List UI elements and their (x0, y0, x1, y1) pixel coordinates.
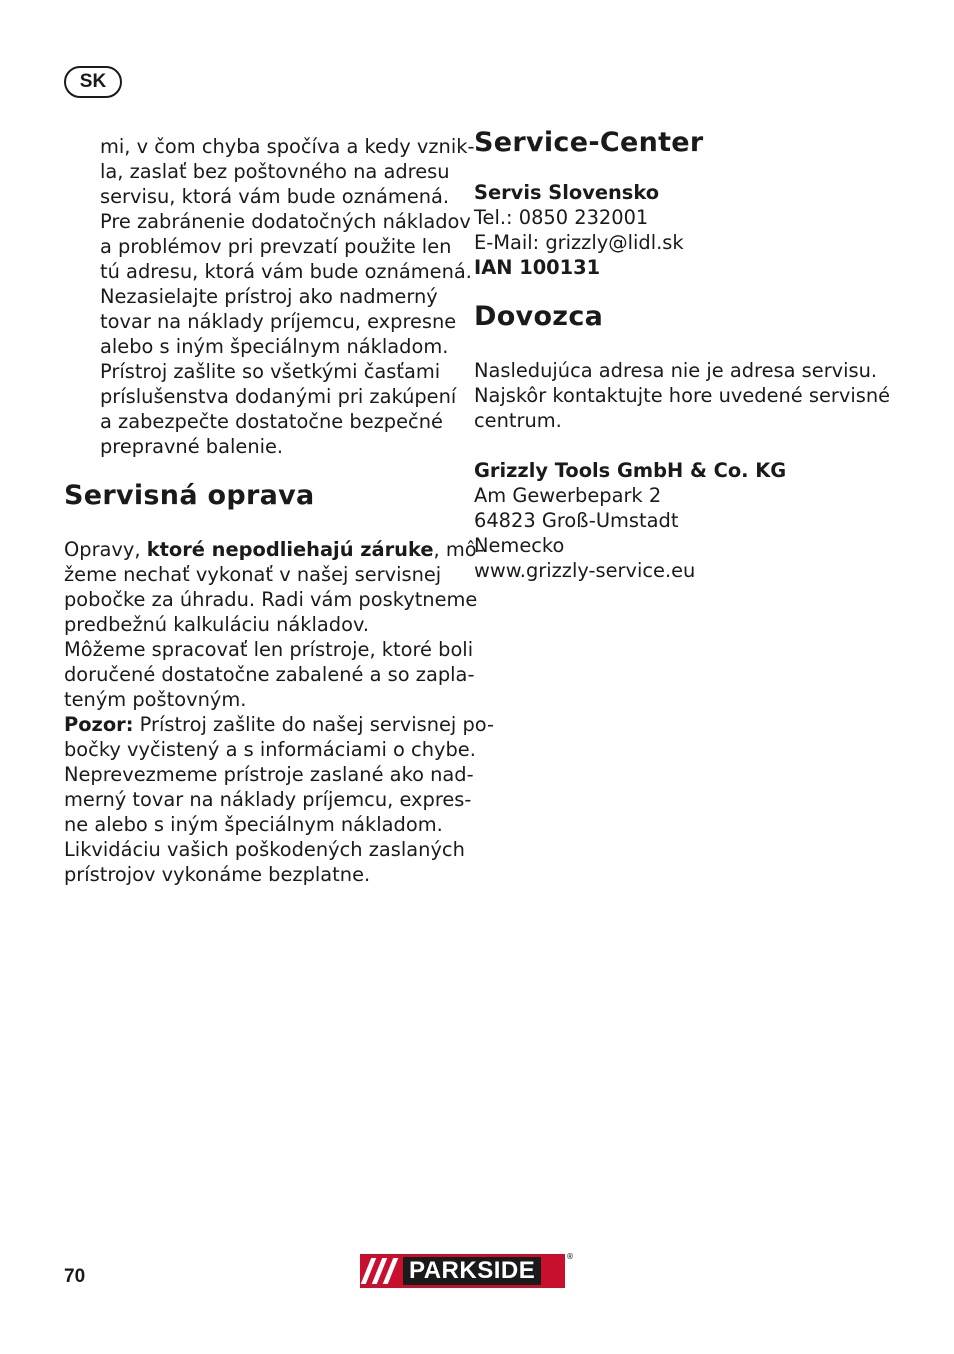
text-line: teným poštovným. (64, 688, 247, 711)
address-line: Am Gewerbepark 2 (474, 484, 662, 507)
logo-wordmark: PARKSIDE (403, 1257, 541, 1285)
text-line: Opravy, ktoré nepodliehajú záruke, mô- (64, 538, 484, 561)
warning-label: Pozor: (64, 713, 134, 736)
intro-paragraph (64, 134, 475, 459)
text-line: prístrojov vykonáme bezplatne. (64, 863, 371, 886)
text-line: žeme nechať vykonať v našej servisnej (64, 563, 442, 586)
text-line: mi, v čom chyba spočíva a kedy vznik- (100, 135, 475, 158)
importer-heading: Dovozca (474, 301, 604, 332)
repair-heading: Servisná oprava (64, 480, 315, 511)
text-line: servisu, ktorá vám bude oznámená. (100, 185, 450, 208)
text-line: Pre zabránenie dodatočných nákladov (100, 210, 471, 233)
text-line: Likvidáciu vašich poškodených zaslaných (64, 838, 465, 861)
text-line: a zabezpečte dostatočne bezpečné (100, 410, 443, 433)
text-line: Prístroj zašlite so všetkými časťami (100, 360, 441, 383)
service-name: Servis Slovensko (474, 181, 660, 204)
text-line: la, zaslať bez poštovného na adresu (100, 160, 450, 183)
parkside-logo (360, 1252, 574, 1288)
text-line: príslušenstva dodanými pri zakúpení (100, 385, 457, 408)
text-line: prepravné balenie. (100, 435, 284, 458)
logo-stripes-icon (366, 1254, 399, 1288)
language-badge: SK (64, 66, 122, 98)
text-line: Najskôr kontaktujte hore uvedené servisné (474, 384, 891, 407)
text-line: predbežnú kalkuláciu nákladov. (64, 613, 370, 636)
text-line: bočky vyčistený a s informáciami o chybe. (64, 738, 476, 761)
text-line: pobočke za úhradu. Radi vám poskytneme (64, 588, 478, 611)
text-line: Pozor: Prístroj zašlite do našej servisnej po- (64, 713, 495, 736)
repair-paragraph (64, 537, 495, 887)
text-line: a problémov pri prevzatí použite len (100, 235, 452, 258)
text-line: Neprevezmeme prístroje zaslané ako nad- (64, 763, 474, 786)
text-line: Nezasielajte prístroj ako nadmerný (100, 285, 438, 308)
address-line: Nemecko (474, 534, 565, 557)
service-phone: Tel.: 0850 232001 (474, 206, 649, 229)
left-column (64, 134, 495, 887)
text-line: doručené dostatočne zabalené a so zapla- (64, 663, 475, 686)
text-line: ne alebo s iným špeciálnym nákladom. (64, 813, 443, 836)
service-center-heading: Service-Center (474, 127, 704, 158)
page-number: 70 (64, 1266, 86, 1287)
website: www.grizzly-service.eu (474, 559, 696, 582)
text-line: Môžeme spracovať len prístroje, ktoré boli (64, 638, 474, 661)
registered-mark: ® (566, 1252, 574, 1261)
text-line: tú adresu, ktorá vám bude oznámená. (100, 260, 472, 283)
service-email: E-Mail: grizzly@lidl.sk (474, 231, 684, 254)
text-line: Nasledujúca adresa nie je adresa servisu. (474, 359, 878, 382)
importer-note (474, 358, 894, 433)
address-line: 64823 Groß-Umstadt (474, 509, 679, 532)
text-line: alebo s iným špeciálnym nákladom. (100, 335, 449, 358)
company-name: Grizzly Tools GmbH & Co. KG (474, 459, 787, 482)
text-line: tovar na náklady príjemcu, expresne (100, 310, 457, 333)
text-line: centrum. (474, 409, 562, 432)
importer-address (474, 458, 894, 583)
emphasis: ktoré nepodliehajú záruke (146, 538, 434, 561)
text-line: merný tovar na náklady príjemcu, expres- (64, 788, 472, 811)
service-center-block (474, 180, 894, 280)
right-column (474, 126, 894, 583)
service-ian: IAN 100131 (474, 256, 601, 279)
